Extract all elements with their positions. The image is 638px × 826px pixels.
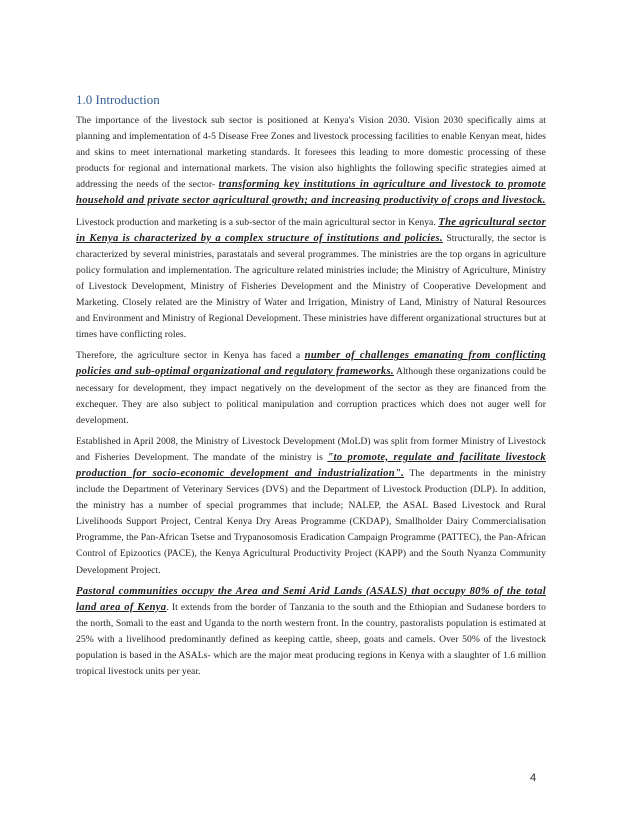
paragraph <box>76 434 546 579</box>
emphasized-text: "to promote, regulate and facilitate livestock production for socio-economic development and industrialization". <box>76 451 547 479</box>
body-text: The departments in the ministry include the Department of Veterinary Services (DVS) and the Department of Livestock Production (DLP). In addition, the ministry has a number of special programmes that include; NALEP, the ASAL Based Livestock and Rural Livelihoods Support Project, Central Kenya Dry Areas Programme (CKDAP), Smallholder Dairy Commercialisation Programme, the Pan-African Tsetse and Trypanosomosis Eradication Campaign Programme (PATTEC), the Pan-African Control of Epizootics (PACE), the Kenya Agricultural Productivity Project (KAPP) and the South Nyanza Community Development Project. <box>76 467 546 576</box>
page-content <box>76 92 546 685</box>
emphasized-text: Pastoral communities occupy the Area and Semi Arid Lands (ASALS) that occupy 80% of the total land area of Kenya <box>76 585 546 613</box>
paragraph <box>76 113 546 210</box>
body-text: Established in April 2008, the Ministry of Livestock Development (MoLD) was split from former Ministry of Livestock and Fisheries Development. The mandate of the ministry is <box>76 435 546 463</box>
paragraph <box>76 348 546 428</box>
paragraph-list <box>76 113 546 680</box>
body-text: Livestock production and marketing is a sub-sector of the main agricultural sector in Kenya. <box>76 216 439 228</box>
emphasized-text: The agricultural sector in Kenya is characterized by a complex structure of institutions and policies. <box>76 216 547 244</box>
body-text: . It extends from the border of Tanzania to the south and the Ethiopian and Sudanese borders to the north, Somali to the east and Uganda to the north western front. In the country, pastoralists population is estimated at 25% with a livelihood predominantly defined as keeping cattle, sheep, goats and camels. Over 50% of the livestock population is based in the ASALs- which are the major meat producing regions in Kenya with a slaughter of 1.6 million tropical livestock units per year. <box>76 601 546 678</box>
section-heading: 1.0 Introduction <box>76 92 160 107</box>
body-text: Therefore, the agriculture sector in Kenya has faced a <box>76 350 305 362</box>
paragraph <box>76 215 546 344</box>
body-text: Structurally, the sector is characterized by several ministries, parastatals and several programmes. The ministries are the top organs in agriculture policy formulation and implementation. The agriculture related ministries include; the Ministry of Agriculture, Ministry of Livestock Development, Ministry of Fisheries Development and the Ministry of Cooperative Development and Marketing. Closely related are the Ministry of Water and Irrigation, Ministry of Land, Ministry of Natural Resources and Environment and Ministry of Regional Development. These ministries have different organizational structures but at times have conflicting roles. <box>76 232 546 341</box>
emphasized-text: number of challenges emanating from conflicting policies and sub-optimal organizational and regulatory frameworks. <box>76 350 546 378</box>
paragraph <box>76 584 546 681</box>
page-number: 4 <box>530 772 537 784</box>
body-text: The importance of the livestock sub sector is positioned at Kenya's Vision 2030. Vision 2030 specifically aims at planning and implementation of 4-5 Disease Free Zones and livestock processing facilities to enable Kenyan meat, hides and skins to meet international marketing standards. It foresees this leading to more domestic processing of these products for regional and international markets. The vision also highlights the following specific strategies aimed at addressing the needs of the sector- <box>76 115 546 191</box>
body-text: Although these organizations could be necessary for development, they impact negatively on the development of the sector as they are financed from the exchequer. They are also subject to political manipulation and corruption practices which does not auger well for development. <box>76 366 546 426</box>
emphasized-text: transforming key institutions in agriculture and livestock to promote household and private sector agricultural growth; and increasing productivity of crops and livestock. <box>76 179 546 207</box>
